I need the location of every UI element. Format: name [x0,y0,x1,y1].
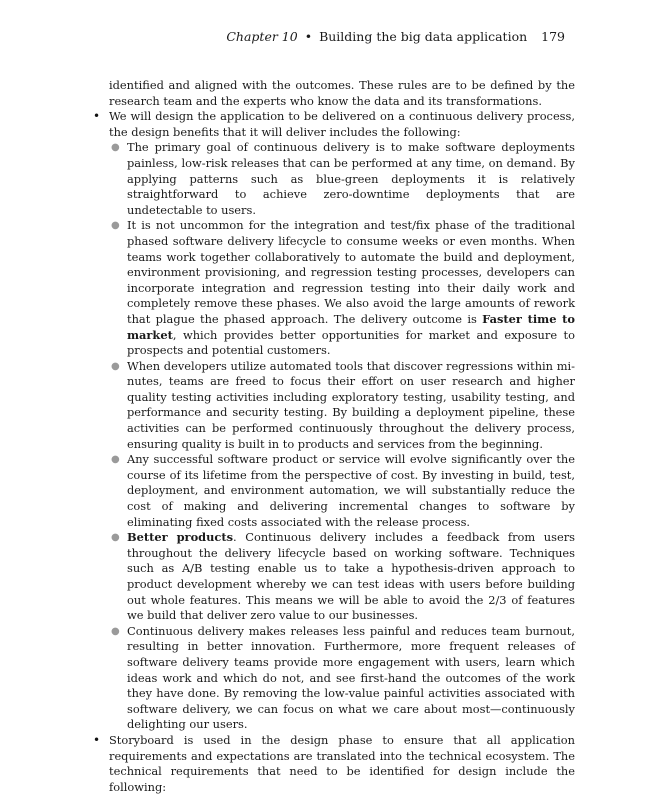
sub-bullet-text: Any successful software product or service will evolve significantly over the course of its lifetime from the perspective of cost. By investing in build, test, deployment, and environment automation, we will substantially reduce the cost of making and delivering incremental changes to software by eliminating fixed costs associated with the release process. [127,452,575,529]
bullet-intro: We will design the application to be delivered on a continuous delivery process, the design benefits that it will deliver includes the following: [109,109,575,139]
sub-bullet-marker: ● [111,220,120,232]
bullet-storyboard [93,733,575,795]
sub-bullet [109,359,575,453]
continuation-paragraph: identified and aligned with the outcomes. These rules are to be defined by the research team and the experts who know the data and its transformations. [109,78,575,108]
sub-bullet-marker: ● [111,360,120,372]
bullet-text: Storyboard is used in the design phase to ensure that all application requirements and expectations are translated into the technical ecosystem. The technical requirements that need to be identified for design include the following: [109,732,575,794]
sub-bullet-text: The primary goal of continuous delivery is to make software deployments painless, low-risk releases that can be performed at any time, on demand. By applying patterns such as blue-green deployments it is relatively straightforward to achieve zero-downtime deployments that are undetectable to users. [127,140,575,217]
bold-term: Better products [127,530,234,545]
sub-bullet-text: Continuous delivery makes releases less painful and reduces team burnout, resulting in better innovation. Furthermore, more frequent releases of software delivery teams provide more engagement with users, learn which ideas work and which do not, and see first-hand the outcomes of the work they have done. By removing the low-value painful activities associated with software delivery, we can focus on what we care about most—continuously delighting our users. [127,623,575,732]
bold-term: Faster time to market [127,311,575,342]
sub-bullet [109,624,575,733]
sub-bullet-marker: ● [111,625,120,637]
chapter-label: Chapter 10 [226,29,298,44]
sub-bullet [109,218,575,358]
header-separator: • [304,29,313,44]
sub-bullet-text: When developers utilize automated tools that discover regressions within minutes, teams are freed to focus their effort on user research and higher quality testing activities including exploratory testing, usability testing, and performance and security testing. By building a deployment pipeline, these activities can be performed continuously throughout the delivery process, ensuring quality is built in to products and services from the beginning. [127,358,575,451]
sub-bullet-marker: ● [111,142,120,154]
page-number: 179 [541,29,565,44]
sub-bullet [109,530,575,624]
bullet-marker: • [93,732,101,747]
sub-bullet-text: It is not uncommon for the integration and test/fix phase of the traditional phased software delivery lifecycle to consume weeks or even months. When teams work together collaboratively to automate the build and deployment, environment provisioning, and regression testing processes, developers can incorporate integration and regression testing into their daily work and completely remove these phases. We also avoid the large amounts of rework that plague the phased approach. The delivery outcome is Faster time to market, which provides better opportunities for market and exposure to prospects and potential customers. [127,218,575,358]
page-body [93,78,575,795]
sub-bullet-marker: ● [111,532,120,544]
running-header [226,29,565,44]
sub-bullet-text: Better products. Continuous delivery includes a feedback from users throughout the delivery lifecycle based on working software. Techniques such as A/B testing enable us to take a hypothesis-driven approach to product development whereby we can test ideas with users before building out whole features. This means we will be able to avoid the 2/3 of features we build that deliver zero value to our businesses. [127,530,576,623]
sub-bullet-marker: ● [111,454,120,466]
bullet-marker: • [93,109,101,124]
bullet-continuous-delivery [93,109,575,733]
sub-bullet [109,452,575,530]
chapter-title: Building the big data application [319,29,528,44]
sub-bullet [109,140,575,218]
